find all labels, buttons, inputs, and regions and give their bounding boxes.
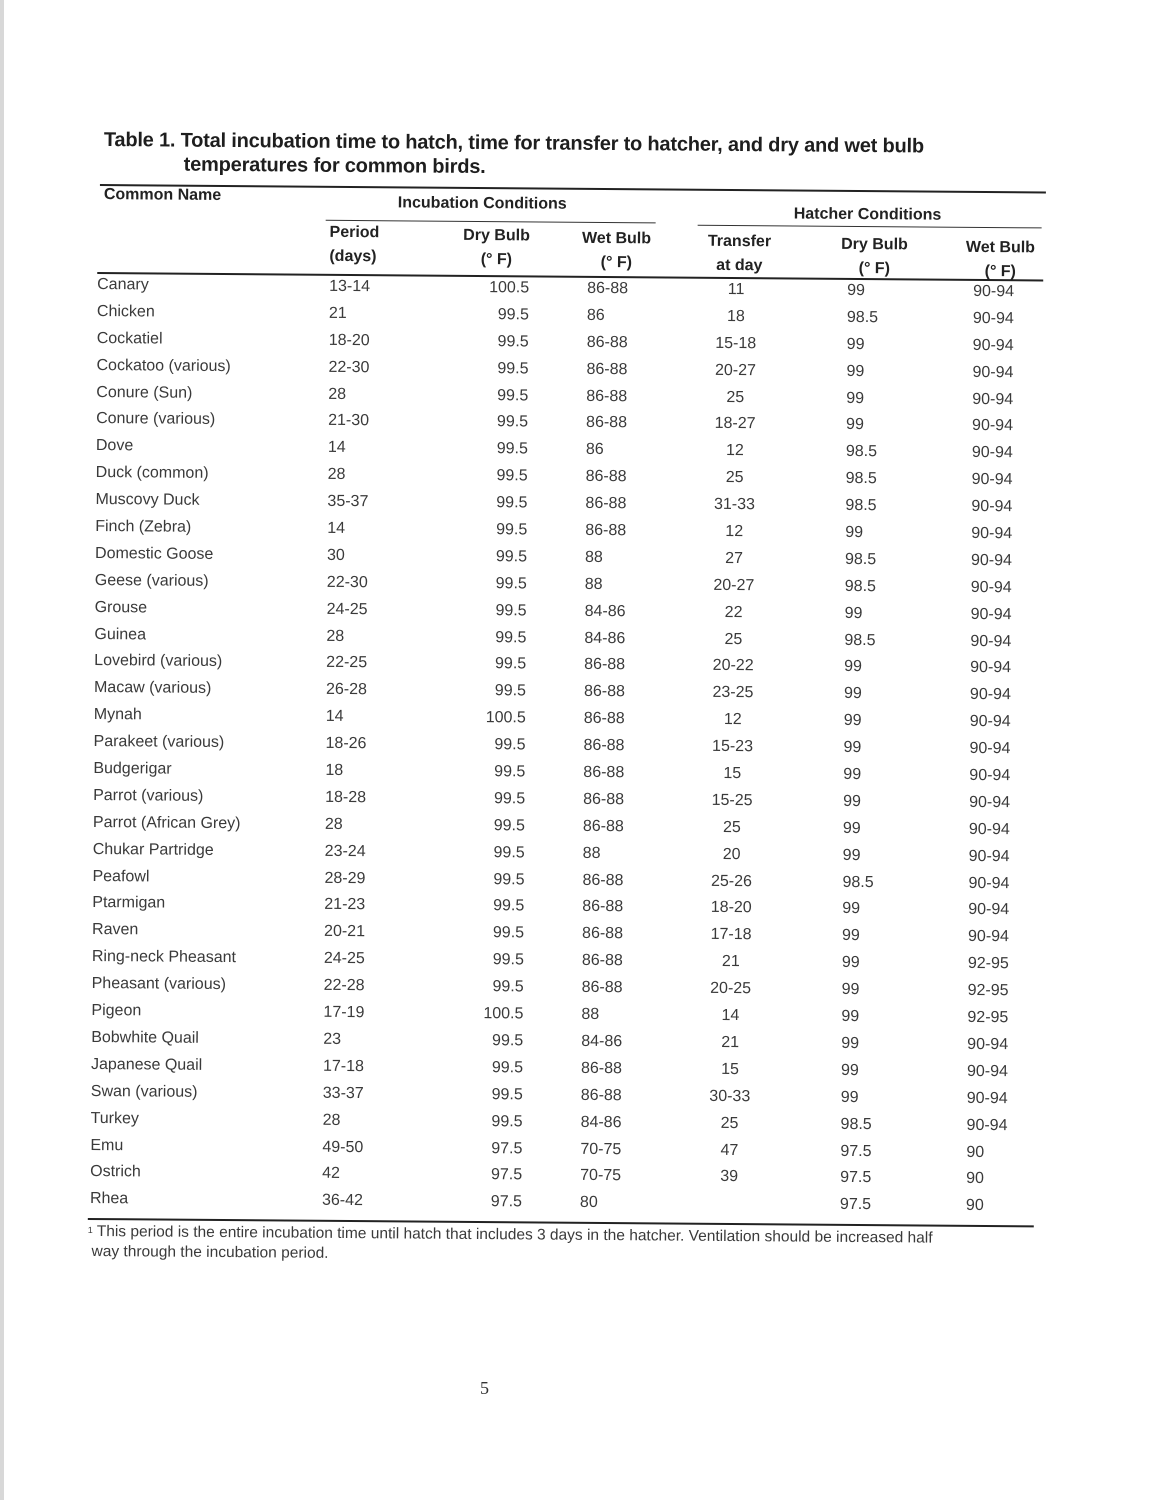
cell-transfer-day: 25-26 — [710, 872, 753, 890]
cell-wet-bulb: 86-88 — [586, 414, 628, 432]
header-hatcher-wet-bulb: Wet Bulb (° F) — [965, 238, 1036, 281]
cell-hatcher-dry-bulb: 99 — [846, 335, 865, 353]
header-common-name: Common Name — [103, 186, 222, 204]
table-footnote — [87, 1221, 1027, 1268]
cell-transfer-day: 23-25 — [712, 684, 754, 702]
cell-dry-bulb: 99.5 — [497, 332, 529, 351]
cell-wet-bulb: 86-88 — [580, 1059, 623, 1077]
cell-hatcher-dry-bulb: 98.5 — [845, 497, 877, 515]
cell-dry-bulb: 100.5 — [489, 279, 530, 297]
header-hatcher-dry-bulb: Dry Bulb (° F) — [841, 235, 908, 278]
cell-transfer-day: 30-33 — [709, 1087, 751, 1105]
cell-common-name: Ptarmigan — [92, 894, 166, 913]
cell-common-name: Dove — [95, 437, 134, 455]
cell-transfer-day: 22 — [724, 603, 743, 621]
caption-line-2: temperatures for common birds. — [183, 153, 486, 178]
cell-hatcher-dry-bulb: 99 — [840, 1088, 859, 1106]
cell-wet-bulb: 86 — [585, 441, 604, 459]
cell-period: 28-29 — [324, 869, 366, 887]
header-wet-bulb: Wet Bulb (° F) — [581, 229, 652, 272]
cell-hatcher-dry-bulb: 99 — [842, 900, 861, 918]
cell-common-name: Geese (various) — [94, 571, 209, 590]
incubation-group-rule — [326, 220, 656, 224]
cell-period: 18 — [325, 761, 344, 779]
cell-hatcher-wet-bulb: 92-95 — [967, 955, 1009, 973]
cell-period: 23 — [323, 1030, 342, 1048]
cell-dry-bulb: 99.5 — [493, 843, 525, 862]
cell-hatcher-dry-bulb: 97.5 — [840, 1142, 872, 1160]
cell-wet-bulb: 86-88 — [585, 494, 627, 513]
cell-hatcher-dry-bulb: 99 — [841, 954, 860, 972]
cell-hatcher-wet-bulb: 90-94 — [973, 282, 1015, 301]
cell-wet-bulb: 80 — [579, 1194, 598, 1212]
cell-dry-bulb: 99.5 — [495, 548, 528, 566]
cell-period: 24-25 — [326, 600, 368, 618]
cell-hatcher-dry-bulb: 98.5 — [846, 308, 879, 327]
cell-hatcher-wet-bulb: 90 — [965, 1197, 984, 1215]
cell-transfer-day: 31-33 — [713, 495, 755, 514]
cell-period: 36-42 — [321, 1192, 363, 1210]
cell-dry-bulb: 99.5 — [496, 494, 528, 512]
cell-common-name: Chicken — [96, 302, 155, 321]
cell-wet-bulb: 86-88 — [581, 978, 623, 997]
cell-hatcher-wet-bulb: 90-94 — [968, 928, 1010, 946]
cell-dry-bulb: 99.5 — [492, 1032, 524, 1050]
cell-transfer-day: 14 — [721, 1006, 740, 1025]
cell-dry-bulb: 99.5 — [494, 736, 526, 754]
cell-dry-bulb: 99.5 — [494, 682, 527, 700]
cell-hatcher-dry-bulb: 99 — [844, 658, 863, 676]
cell-common-name: Japanese Quail — [90, 1055, 203, 1074]
cell-period: 21-30 — [328, 412, 370, 430]
cell-common-name: Bobwhite Quail — [91, 1028, 199, 1047]
cell-wet-bulb: 86-88 — [583, 710, 625, 728]
cell-hatcher-dry-bulb: 99 — [843, 792, 861, 810]
cell-hatcher-wet-bulb: 90-94 — [971, 471, 1013, 489]
cell-hatcher-wet-bulb: 90-94 — [966, 1116, 1008, 1134]
cell-transfer-day: 20 — [722, 845, 741, 863]
cell-hatcher-wet-bulb: 92-95 — [967, 1008, 1009, 1027]
cell-common-name: Swan (various) — [90, 1082, 198, 1101]
cell-transfer-day: 15-25 — [711, 791, 753, 810]
cell-transfer-day: 15 — [721, 1060, 739, 1078]
cell-common-name: Mynah — [93, 706, 142, 724]
cell-hatcher-wet-bulb: 90-94 — [970, 551, 1013, 570]
cell-dry-bulb: 100.5 — [483, 1005, 524, 1023]
cell-dry-bulb: 99.5 — [492, 951, 524, 969]
cell-period: 22-30 — [328, 358, 370, 376]
cell-hatcher-dry-bulb: 99 — [841, 1034, 860, 1052]
cell-period: 22-25 — [326, 654, 368, 672]
cell-wet-bulb: 84-86 — [581, 1032, 623, 1051]
header-transfer-day: Transfer at day — [707, 232, 772, 275]
cell-hatcher-wet-bulb: 90-94 — [967, 1035, 1009, 1054]
cell-hatcher-dry-bulb: 98.5 — [845, 443, 878, 461]
cell-common-name: Chukar Partridge — [92, 840, 214, 859]
cell-hatcher-wet-bulb: 90-94 — [972, 390, 1014, 408]
cell-wet-bulb: 84-86 — [584, 629, 626, 647]
cell-hatcher-dry-bulb: 98.5 — [842, 873, 874, 891]
cell-wet-bulb: 88 — [584, 575, 603, 593]
header-incubation-conditions: Incubation Conditions — [397, 194, 567, 213]
cell-period: 35-37 — [327, 492, 369, 511]
cell-wet-bulb: 88 — [582, 844, 601, 862]
header-dry-bulb: Dry Bulb (° F) — [463, 226, 530, 269]
cell-common-name: Grouse — [94, 598, 148, 617]
cell-period: 28 — [326, 627, 345, 645]
cell-transfer-day: 39 — [720, 1168, 739, 1186]
cell-wet-bulb: 84-86 — [584, 602, 626, 620]
cell-hatcher-wet-bulb: 90 — [966, 1143, 985, 1161]
cell-period: 14 — [327, 519, 346, 537]
footnote-marker: 1 — [87, 1224, 93, 1235]
cell-dry-bulb: 99.5 — [494, 763, 526, 781]
cell-period: 22-28 — [323, 976, 365, 995]
cell-hatcher-dry-bulb: 99 — [842, 927, 860, 945]
cell-hatcher-dry-bulb: 99 — [847, 281, 866, 300]
cell-wet-bulb: 86-88 — [583, 790, 625, 809]
cell-dry-bulb: 99.5 — [496, 413, 529, 431]
cell-dry-bulb: 99.5 — [492, 978, 524, 996]
cell-transfer-day: 25 — [724, 630, 743, 648]
cell-wet-bulb: 86 — [586, 306, 605, 324]
footnote-line-2: way through the incubation period. — [91, 1242, 329, 1262]
cell-hatcher-dry-bulb: 99 — [846, 416, 864, 434]
cell-hatcher-dry-bulb: 98.5 — [840, 1115, 872, 1133]
cell-dry-bulb: 99.5 — [491, 1085, 523, 1104]
cell-period: 23-24 — [324, 842, 366, 860]
cell-period: 28 — [322, 1111, 341, 1129]
cell-hatcher-dry-bulb: 99 — [842, 846, 861, 864]
cell-hatcher-dry-bulb: 99 — [841, 981, 860, 999]
cell-hatcher-wet-bulb: 90-94 — [971, 444, 1013, 462]
cell-wet-bulb: 88 — [584, 548, 603, 566]
caption-line-1: Table 1. Total incubation time to hatch, time for transfer to hatcher, and dry and wet bulb — [103, 128, 925, 158]
cell-period: 28 — [324, 815, 343, 833]
cell-transfer-day: 27 — [725, 549, 743, 567]
cell-transfer-day: 18-27 — [714, 415, 756, 433]
cell-hatcher-wet-bulb: 90-94 — [968, 820, 1010, 839]
cell-dry-bulb: 99.5 — [496, 440, 528, 458]
cell-hatcher-dry-bulb: 99 — [843, 739, 862, 757]
cell-dry-bulb: 97.5 — [490, 1193, 523, 1211]
cell-transfer-day: 12 — [725, 522, 744, 541]
footnote-line-1: $^1$ This period is the entire incubation time until hatch that includes 3 days in the hatcher. Ventilation should be increased half — [87, 1222, 933, 1247]
cell-period: 28 — [328, 385, 347, 403]
cell-common-name: Peafowl — [92, 867, 150, 886]
cell-period: 26-28 — [325, 681, 367, 699]
cell-hatcher-dry-bulb: 98.5 — [844, 631, 876, 649]
page-number: 5 — [480, 1378, 489, 1398]
cell-transfer-day: 12 — [723, 711, 742, 729]
cell-hatcher-dry-bulb: 99 — [846, 362, 865, 380]
cell-period: 22-30 — [326, 573, 368, 591]
cell-transfer-day: 25 — [726, 388, 745, 406]
cell-dry-bulb: 99.5 — [497, 359, 529, 378]
cell-hatcher-dry-bulb: 97.5 — [839, 1196, 872, 1214]
cell-dry-bulb: 99.5 — [495, 601, 527, 620]
cell-wet-bulb: 86-88 — [583, 736, 625, 755]
cell-period: 14 — [327, 439, 346, 457]
cell-common-name: Parrot (African Grey) — [92, 813, 241, 832]
cell-hatcher-wet-bulb: 90-94 — [969, 740, 1011, 758]
cell-period: 24-25 — [323, 950, 365, 968]
cell-hatcher-wet-bulb: 90-94 — [972, 363, 1014, 381]
cell-dry-bulb: 99.5 — [493, 790, 526, 808]
cell-hatcher-wet-bulb: 90-94 — [969, 713, 1011, 731]
cell-hatcher-wet-bulb: 90-94 — [972, 309, 1014, 328]
cell-transfer-day: 20-25 — [710, 980, 752, 998]
cell-common-name: Domestic Goose — [94, 544, 214, 563]
cell-wet-bulb: 86-88 — [582, 871, 624, 889]
cell-wet-bulb: 86-88 — [586, 360, 628, 378]
cell-dry-bulb: 99.5 — [492, 924, 525, 942]
cell-common-name: Cockatoo (various) — [96, 356, 231, 375]
cell-transfer-day: 15 — [723, 764, 742, 783]
cell-common-name: Budgerigar — [93, 760, 172, 778]
cell-common-name: Emu — [90, 1136, 124, 1154]
cell-wet-bulb: 86-88 — [580, 1086, 622, 1104]
cell-transfer-day: 12 — [725, 442, 744, 460]
cell-period: 21 — [328, 304, 347, 322]
cell-hatcher-dry-bulb: 98.5 — [844, 550, 877, 569]
cell-common-name: Ostrich — [90, 1163, 141, 1181]
cell-transfer-day: 20-22 — [712, 657, 754, 675]
cell-dry-bulb: 99.5 — [495, 628, 527, 646]
header-hatcher-conditions: Hatcher Conditions — [793, 205, 942, 224]
cell-common-name: Guinea — [94, 625, 147, 643]
cell-wet-bulb: 88 — [581, 1005, 600, 1024]
cell-period: 13-14 — [329, 277, 371, 296]
cell-period: 30 — [326, 546, 345, 564]
cell-wet-bulb: 86-88 — [583, 763, 625, 782]
cell-dry-bulb: 99.5 — [491, 1058, 524, 1077]
cell-common-name: Pigeon — [91, 1002, 142, 1020]
cell-hatcher-wet-bulb: 90-94 — [970, 659, 1012, 677]
cell-wet-bulb: 86-88 — [585, 521, 627, 540]
cell-dry-bulb: 99.5 — [493, 870, 525, 888]
cell-dry-bulb: 97.5 — [490, 1166, 523, 1184]
cell-common-name: Pheasant (various) — [91, 975, 227, 994]
cell-transfer-day: 15-18 — [715, 334, 757, 352]
cell-common-name: Cockatiel — [96, 329, 163, 348]
cell-transfer-day: 18-20 — [710, 899, 752, 917]
cell-hatcher-wet-bulb: 92-95 — [967, 982, 1009, 1000]
cell-hatcher-wet-bulb: 90-94 — [969, 686, 1011, 704]
cell-period: 20-21 — [324, 923, 366, 941]
cell-hatcher-dry-bulb: 99 — [841, 1007, 860, 1026]
cell-period: 17-19 — [323, 1003, 365, 1022]
cell-period: 42 — [322, 1165, 341, 1183]
cell-wet-bulb: 86-88 — [581, 952, 623, 970]
cell-transfer-day: 21 — [721, 1033, 740, 1052]
table-top-rule — [100, 184, 1046, 193]
cell-hatcher-wet-bulb: 90-94 — [969, 793, 1011, 812]
cell-dry-bulb: 97.5 — [491, 1139, 523, 1157]
cell-transfer-day: 20-27 — [714, 361, 757, 379]
cell-wet-bulb: 86-88 — [586, 333, 628, 351]
cell-common-name: Conure (various) — [96, 410, 216, 429]
cell-period: 18-20 — [328, 331, 370, 349]
cell-transfer-day: 20-27 — [713, 576, 755, 594]
cell-wet-bulb: 86-88 — [582, 925, 624, 943]
cell-hatcher-dry-bulb: 97.5 — [840, 1169, 872, 1187]
cell-hatcher-wet-bulb: 90-94 — [971, 524, 1013, 543]
cell-common-name: Canary — [97, 276, 149, 294]
cell-hatcher-wet-bulb: 90-94 — [970, 605, 1012, 623]
cell-hatcher-wet-bulb: 90-94 — [969, 766, 1011, 785]
cell-wet-bulb: 86-88 — [582, 898, 624, 916]
cell-hatcher-wet-bulb: 90-94 — [972, 417, 1014, 435]
cell-wet-bulb: 86-88 — [587, 279, 629, 298]
cell-dry-bulb: 100.5 — [485, 709, 526, 727]
cell-period: 49-50 — [322, 1138, 364, 1156]
cell-wet-bulb: 86-88 — [584, 656, 626, 674]
cell-hatcher-dry-bulb: 99 — [846, 389, 865, 407]
header-period: Period (days) — [329, 223, 380, 266]
cell-transfer-day: 25 — [720, 1114, 739, 1132]
cell-hatcher-dry-bulb: 98.5 — [844, 577, 877, 595]
table-body — [88, 274, 1045, 1223]
cell-hatcher-dry-bulb: 99 — [844, 604, 863, 622]
cell-common-name: Conure (Sun) — [96, 383, 193, 402]
cell-hatcher-dry-bulb: 99 — [840, 1061, 859, 1079]
cell-hatcher-wet-bulb: 90-94 — [970, 632, 1012, 650]
cell-hatcher-wet-bulb: 90-94 — [970, 578, 1012, 597]
cell-hatcher-dry-bulb: 99 — [843, 765, 862, 784]
cell-hatcher-wet-bulb: 90-94 — [971, 498, 1013, 516]
cell-period: 17-18 — [322, 1057, 365, 1075]
cell-period: 18-26 — [325, 734, 367, 753]
cell-transfer-day: 17-18 — [710, 926, 752, 944]
cell-transfer-day: 21 — [721, 953, 740, 971]
cell-transfer-day: 25 — [722, 818, 741, 836]
cell-period: 21-23 — [324, 896, 366, 914]
cell-hatcher-wet-bulb: 90-94 — [968, 874, 1010, 892]
cell-transfer-day: 25 — [725, 469, 744, 487]
cell-wet-bulb: 70-75 — [580, 1167, 622, 1185]
cell-hatcher-dry-bulb: 99 — [843, 685, 862, 703]
cell-period: 28 — [327, 466, 346, 484]
cell-period: 14 — [325, 708, 344, 726]
cell-hatcher-dry-bulb: 99 — [845, 523, 864, 542]
cell-wet-bulb: 86-88 — [586, 387, 628, 405]
cell-transfer-day: 11 — [727, 280, 745, 299]
cell-common-name: Parakeet (various) — [93, 733, 225, 752]
cell-hatcher-wet-bulb: 90-94 — [966, 1062, 1008, 1081]
cell-dry-bulb: 99.5 — [497, 386, 529, 404]
cell-hatcher-wet-bulb: 90-94 — [968, 847, 1010, 865]
cell-dry-bulb: 99.5 — [493, 897, 525, 915]
cell-common-name: Muscovy Duck — [95, 491, 200, 509]
cell-hatcher-dry-bulb: 99 — [843, 712, 862, 730]
cell-hatcher-wet-bulb: 90 — [966, 1170, 985, 1188]
cell-dry-bulb: 99.5 — [497, 306, 530, 324]
cell-dry-bulb: 99.5 — [496, 521, 528, 539]
cell-wet-bulb: 70-75 — [580, 1140, 622, 1158]
cell-common-name: Lovebird (various) — [94, 652, 223, 671]
cell-transfer-day: 47 — [720, 1141, 739, 1159]
hatcher-group-rule — [698, 225, 1042, 229]
cell-period: 33-37 — [322, 1084, 364, 1102]
scan-edge — [0, 0, 4, 1500]
cell-dry-bulb: 99.5 — [493, 816, 525, 835]
cell-wet-bulb: 86-88 — [583, 683, 625, 701]
cell-transfer-day: 15-23 — [712, 737, 754, 756]
cell-dry-bulb: 99.5 — [491, 1112, 523, 1130]
cell-transfer-day: 18 — [726, 307, 745, 325]
cell-dry-bulb: 99.5 — [495, 574, 527, 593]
cell-wet-bulb: 86-88 — [585, 468, 627, 486]
cell-common-name: Parrot (various) — [93, 786, 204, 805]
cell-wet-bulb: 86-88 — [582, 817, 624, 835]
cell-common-name: Duck (common) — [95, 464, 209, 483]
cell-hatcher-wet-bulb: 90-94 — [972, 336, 1014, 354]
cell-dry-bulb: 99.5 — [496, 467, 528, 485]
cell-hatcher-dry-bulb: 99 — [842, 819, 861, 837]
cell-common-name: Ring-neck Pheasant — [91, 948, 237, 967]
cell-common-name: Macaw (various) — [93, 679, 212, 698]
cell-hatcher-dry-bulb: 98.5 — [845, 470, 877, 488]
cell-common-name: Raven — [92, 921, 139, 939]
cell-common-name: Turkey — [90, 1109, 139, 1127]
cell-wet-bulb: 84-86 — [580, 1113, 622, 1131]
cell-hatcher-wet-bulb: 90-94 — [966, 1089, 1008, 1107]
cell-common-name: Rhea — [89, 1190, 129, 1208]
cell-hatcher-wet-bulb: 90-94 — [968, 901, 1010, 919]
table-caption — [104, 128, 1004, 183]
cell-period: 18-28 — [325, 788, 367, 807]
cell-dry-bulb: 99.5 — [494, 655, 527, 673]
cell-common-name: Finch (Zebra) — [95, 518, 192, 536]
